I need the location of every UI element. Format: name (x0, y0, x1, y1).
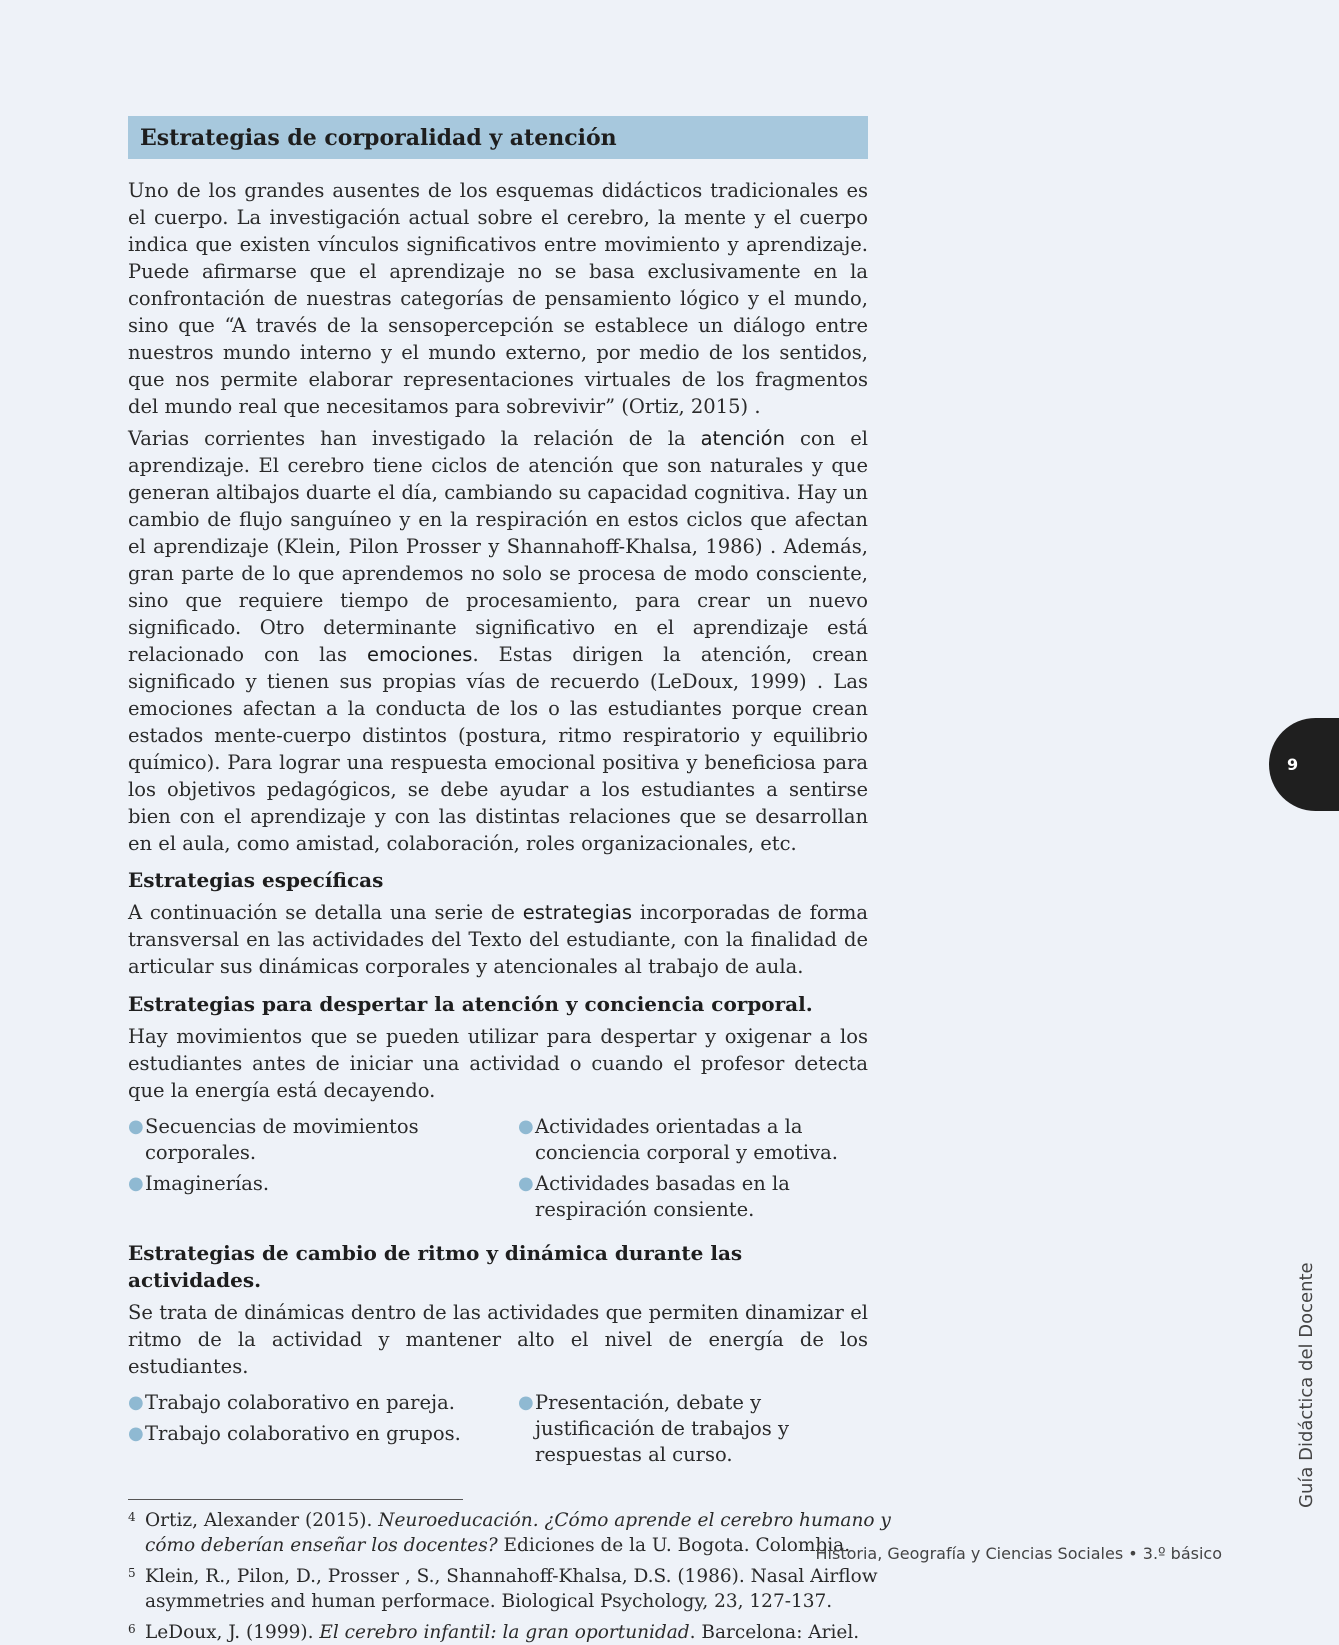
list-item-text: Secuencias de movimientos corporales. (145, 1115, 419, 1164)
paragraph-despertar: Hay movimientos que se pueden utilizar para despertar y oxigenar a los estudiantes antes de iniciar una actividad o cuando el profesor detecta que la energía está decayendo. (128, 1025, 868, 1102)
bullet-list-despertar (128, 1114, 868, 1228)
side-label: Guía Didáctica del Docente (1296, 1262, 1317, 1508)
bullet-column-left (128, 1390, 478, 1473)
bullet-column-right (518, 1114, 868, 1228)
list-item (128, 1171, 478, 1197)
keyword-estrategias: estrategias (522, 901, 633, 924)
bullet-icon: ● (128, 1116, 144, 1137)
footnote-number: 6 (128, 1622, 136, 1636)
footnote-divider (128, 1499, 463, 1500)
page-number-tab (1269, 718, 1339, 811)
text-run: Ortiz, Alexander (2015). (145, 1510, 379, 1531)
text-run: A continuación se detalla una serie de (128, 901, 523, 924)
bullet-list-ritmo (128, 1390, 868, 1473)
list-item-text: Presentación, debate y justificación de trabajos y respuestas al curso. (535, 1391, 790, 1466)
bullet-icon: ● (128, 1173, 144, 1194)
heading-ritmo: Estrategias de cambio de ritmo y dinámica durante las actividades. (128, 1241, 743, 1292)
text-run: con el aprendizaje. El cerebro tiene ciclos de atención que son naturales y que generan altibajos duarte el día, cambiando su capacidad cognitiva. Hay un cambio de flujo sanguíneo y en la respiración en estos ciclos que afectan el aprendizaje (Klein, Pilon Prosser y Shannahoff-Khalsa, 1986) . Además, gran parte de lo que aprendemos no solo se procesa de modo consciente, sino que requiere tiempo de procesamiento, para crear un nuevo significado. Otro determinante significativo en el aprendizaje está relacionado con las (128, 427, 868, 666)
footnote (128, 1508, 918, 1558)
paragraph-ritmo: Se trata de dinámicas dentro de las actividades que permiten dinamizar el ritmo de la actividad y mantener alto el nivel de energía de los estudiantes. (128, 1301, 868, 1378)
footnote-text (145, 1508, 918, 1558)
bullet-icon: ● (128, 1423, 144, 1444)
footnote-text (145, 1620, 859, 1645)
section-title: Estrategias de corporalidad y atención (128, 116, 868, 159)
paragraph-attention (128, 425, 868, 857)
page-number: 9 (1287, 755, 1299, 774)
list-item-text: Actividades basadas en la respiración consiente. (535, 1172, 790, 1221)
bullet-icon: ● (128, 1392, 144, 1413)
list-item (518, 1390, 868, 1468)
footnote (128, 1564, 918, 1614)
page-footer: Historia, Geografía y Ciencias Sociales • 3.º básico (815, 1544, 1222, 1563)
footnote-number: 5 (128, 1566, 136, 1580)
keyword-atencion: atención (700, 427, 785, 450)
bullet-icon: ● (518, 1173, 534, 1194)
heading-especificas: Estrategias específicas (128, 868, 384, 892)
bullet-icon: ● (518, 1116, 534, 1137)
bullet-column-left (128, 1114, 478, 1228)
footnote-number: 4 (128, 1510, 136, 1524)
list-item-text: Actividades orientadas a la conciencia corporal y emotiva. (535, 1115, 838, 1164)
bullet-icon: ● (518, 1392, 534, 1413)
text-run: . Estas dirigen la atención, crean significado y tienen sus propias vías de recuerdo (LeDoux, 1999) . Las emociones afectan a la conducta de los o las estudiantes porque crean estados mente-cuerpo distintos (postura, ritmo respiratorio y equilibrio químico). Para lograr una respuesta emocional positiva y beneficiosa para los objetivos pedagógicos, se debe ayudar a los estudiantes a sentirse bien con el aprendizaje y con las distintas relaciones que se desarrollan en el aula, como amistad, colaboración, roles organizacionales, etc. (128, 643, 868, 855)
paragraph-specific (128, 899, 868, 980)
list-item (518, 1114, 868, 1166)
text-run: Klein, R., Pilon, D., Prosser , S., Shannahoff-Khalsa, D.S. (1986). Nasal Airflow asymmetries and human performace. Biological Psychology, 23, 127-137. (145, 1566, 878, 1612)
text-run: incorporadas de forma transversal en las actividades del Texto del estudiante, con la finalidad de articular sus dinámicas corporales y atencionales al trabajo de aula. (128, 901, 868, 978)
text-run: LeDoux, J. (1999). (145, 1622, 320, 1643)
text-run-italic: El cerebro infantil: la gran oportunidad (319, 1622, 690, 1643)
footnote (128, 1620, 918, 1645)
text-run: Varias corrientes han investigado la relación de la (128, 427, 701, 450)
heading-despertar: Estrategias para despertar la atención y conciencia corporal. (128, 992, 813, 1016)
list-item (128, 1114, 478, 1166)
list-item (128, 1421, 478, 1447)
list-item-text: Trabajo colaborativo en grupos. (145, 1422, 461, 1445)
list-item (518, 1171, 868, 1223)
paragraph-intro: Uno de los grandes ausentes de los esquemas didácticos tradicionales es el cuerpo. La investigación actual sobre el cerebro, la mente y el cuerpo indica que existen vínculos significativos entre movimiento y aprendizaje. Puede afirmarse que el aprendizaje no se basa exclusivamente en la confrontación de nuestras categorías de pensamiento lógico y el mundo, sino que “A través de la sensopercepción se establece un diálogo entre nuestros mundo interno y el mundo externo, por medio de los sentidos, que nos permite elaborar representaciones virtuales de los fragmentos del mundo real que necesitamos para sobrevivir” (Ortiz, 2015) . (128, 179, 868, 418)
list-item (128, 1390, 478, 1416)
text-run-italic: Neuroeducación. ¿Cómo aprende el cerebro humano y cómo deberían enseñar los docentes? (145, 1510, 891, 1556)
page-content (128, 116, 891, 1645)
bullet-column-right (518, 1390, 868, 1473)
text-run: . Barcelona: Ariel. (689, 1622, 860, 1643)
text-run: Ediciones de la U. Bogota. Colombia. (497, 1535, 851, 1556)
footnote-text (145, 1564, 918, 1614)
keyword-emociones: emociones (366, 643, 473, 666)
list-item-text: Trabajo colaborativo en pareja. (145, 1391, 455, 1414)
list-item-text: Imaginerías. (145, 1172, 270, 1195)
